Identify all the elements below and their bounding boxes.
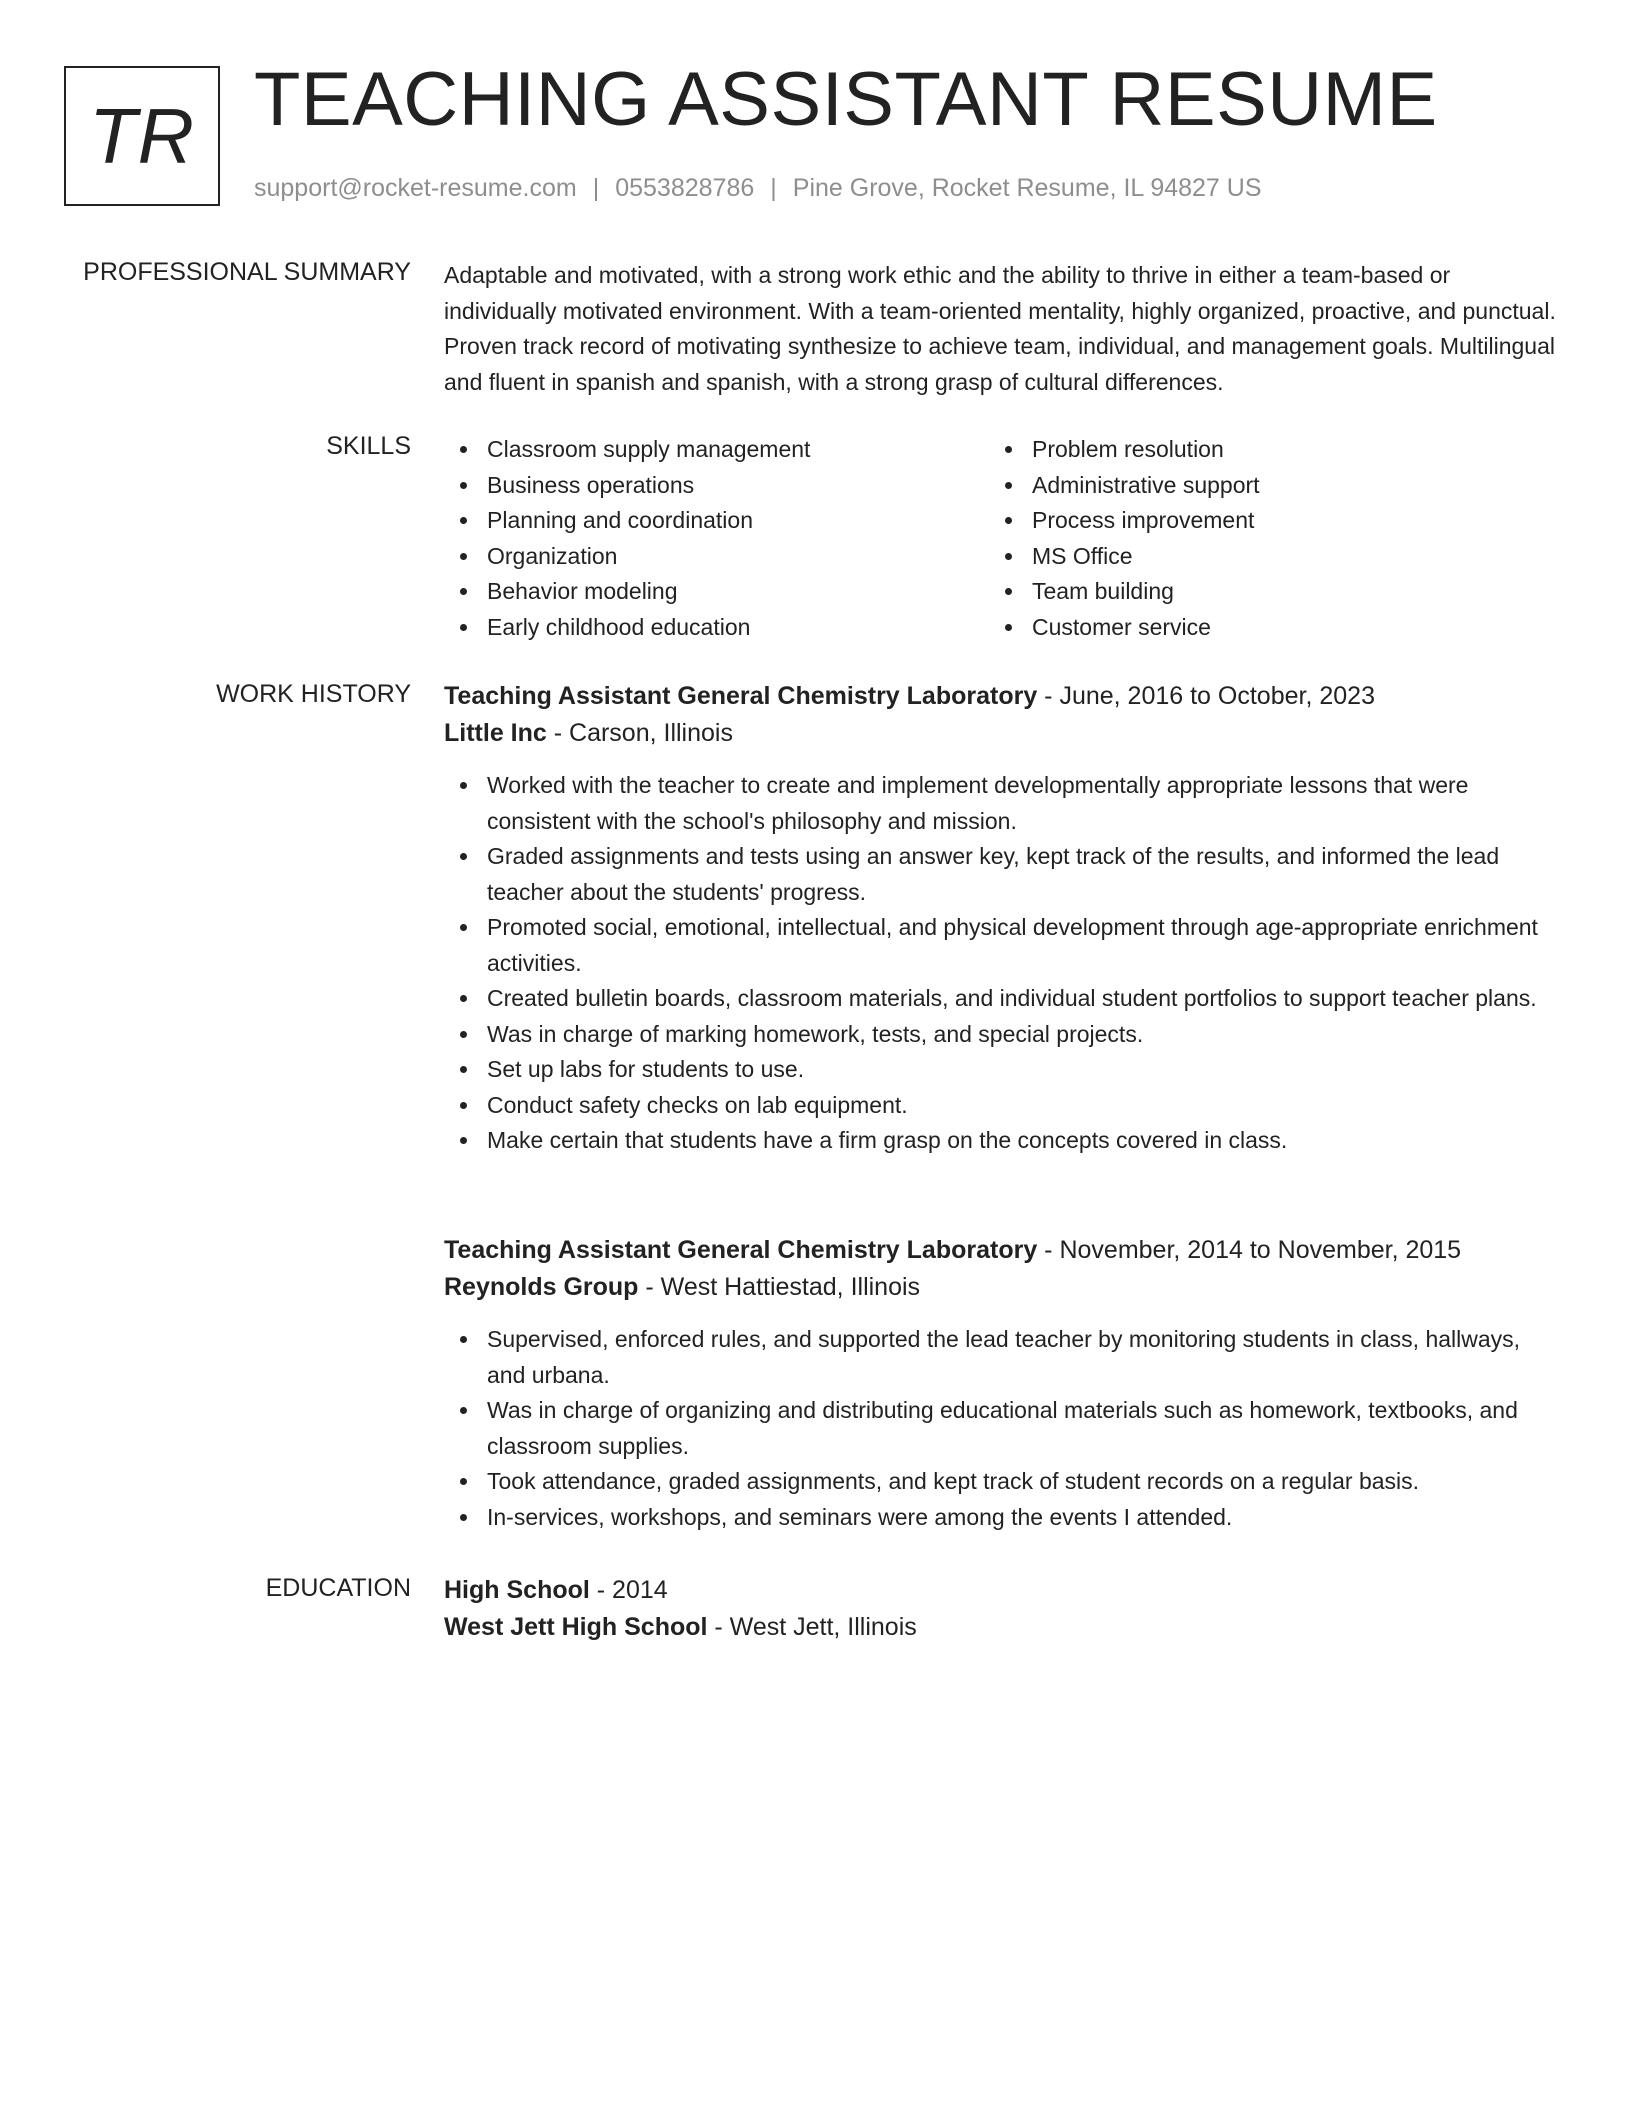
skill-item: Business operations: [487, 468, 987, 504]
job-bullet: Promoted social, emotional, intellectual, and physical development through age-appropriate enrichment activities.: [487, 910, 1560, 981]
resume-title: TEACHING ASSISTANT RESUME: [254, 57, 1438, 142]
contact-address: Pine Grove, Rocket Resume, IL 94827 US: [792, 174, 1262, 202]
section-label-summary: PROFESSIONAL SUMMARY: [83, 258, 411, 286]
job-title: Teaching Assistant General Chemistry Laboratory: [444, 1236, 1038, 1264]
contact-separator: |: [770, 174, 777, 202]
contact-email: support@rocket-resume.com: [254, 174, 577, 202]
job-bullet: Conduct safety checks on lab equipment.: [487, 1088, 1560, 1124]
skills-column-1: [444, 432, 987, 645]
skill-item: Problem resolution: [1032, 432, 1532, 468]
job-bullet: Created bulletin boards, classroom materials, and individual student portfolios to support teacher plans.: [487, 981, 1560, 1017]
skill-item: Planning and coordination: [487, 503, 987, 539]
company-line: [444, 1269, 1560, 1306]
company-name: Reynolds Group: [444, 1273, 639, 1301]
summary-text: Adaptable and motivated, with a strong work ethic and the ability to thrive in either a team-based or individually motivated environment. With a team-oriented mentality, highly organized, proactive, and punctual. Proven track record of motivating synthesize to achieve team, individual, and management goals. Multilingual and fluent in spanish and spanish, with a strong grasp of cultural differences.: [444, 262, 1556, 395]
job-dates: - June, 2016 to October, 2023: [1037, 682, 1375, 710]
job-bullets: [444, 1322, 1560, 1535]
company-location: - Carson, Illinois: [546, 719, 733, 747]
company-name: Little Inc: [444, 719, 547, 747]
job-title-line: [444, 678, 1560, 715]
job-bullet: Was in charge of marking homework, tests, and special projects.: [487, 1017, 1560, 1053]
summary-section: [444, 258, 1560, 400]
monogram-box: [64, 66, 220, 206]
contact-line: [254, 174, 1262, 203]
monogram-initials: TR: [89, 91, 195, 180]
education-degree-line: [444, 1572, 1560, 1609]
job-entry: [444, 678, 1560, 1159]
job-dates: - November, 2014 to November, 2015: [1037, 1236, 1462, 1264]
skill-item: Classroom supply management: [487, 432, 987, 468]
job-bullet: Supervised, enforced rules, and supported the lead teacher by monitoring students in class, hallways, and urbana.: [487, 1322, 1560, 1393]
contact-separator: |: [592, 174, 600, 202]
job-bullet: Set up labs for students to use.: [487, 1052, 1560, 1088]
skill-item: Customer service: [1032, 610, 1532, 646]
job-bullet: Graded assignments and tests using an answer key, kept track of the results, and informed the lead teacher about the students' progress.: [487, 839, 1560, 910]
contact-phone: 0553828786: [615, 174, 755, 202]
section-label-skills: SKILLS: [326, 432, 411, 460]
skill-item: Organization: [487, 539, 987, 575]
education-entry: [444, 1572, 1560, 1646]
education-location: - West Jett, Illinois: [707, 1613, 917, 1641]
skill-item: Early childhood education: [487, 610, 987, 646]
skill-item: Behavior modeling: [487, 574, 987, 610]
skill-item: Process improvement: [1032, 503, 1532, 539]
job-bullet: Was in charge of organizing and distributing educational materials such as homework, textbooks, and classroom supplies.: [487, 1393, 1560, 1464]
job-bullet: Took attendance, graded assignments, and kept track of student records on a regular basis.: [487, 1464, 1560, 1500]
job-bullet: Make certain that students have a firm grasp on the concepts covered in class.: [487, 1123, 1560, 1159]
section-label-education: EDUCATION: [265, 1574, 411, 1602]
company-line: [444, 715, 1560, 752]
job-bullets: [444, 768, 1560, 1159]
skill-item: Team building: [1032, 574, 1532, 610]
education-school: West Jett High School: [444, 1613, 708, 1641]
skill-item: MS Office: [1032, 539, 1532, 575]
skills-section: [444, 432, 1560, 645]
company-location: - West Hattiestad, Illinois: [638, 1273, 921, 1301]
education-year: - 2014: [589, 1576, 668, 1604]
section-label-work: WORK HISTORY: [216, 680, 411, 708]
job-bullet: Worked with the teacher to create and implement developmentally appropriate lessons that were consistent with the school's philosophy and mission.: [487, 768, 1560, 839]
job-entry: [444, 1232, 1560, 1535]
education-school-line: [444, 1609, 1560, 1646]
job-title-line: [444, 1232, 1560, 1269]
job-title: Teaching Assistant General Chemistry Laboratory: [444, 682, 1038, 710]
skills-column-2: [989, 432, 1532, 645]
job-bullet: In-services, workshops, and seminars were among the events I attended.: [487, 1500, 1560, 1536]
skill-item: Administrative support: [1032, 468, 1532, 504]
education-degree: High School: [444, 1576, 590, 1604]
